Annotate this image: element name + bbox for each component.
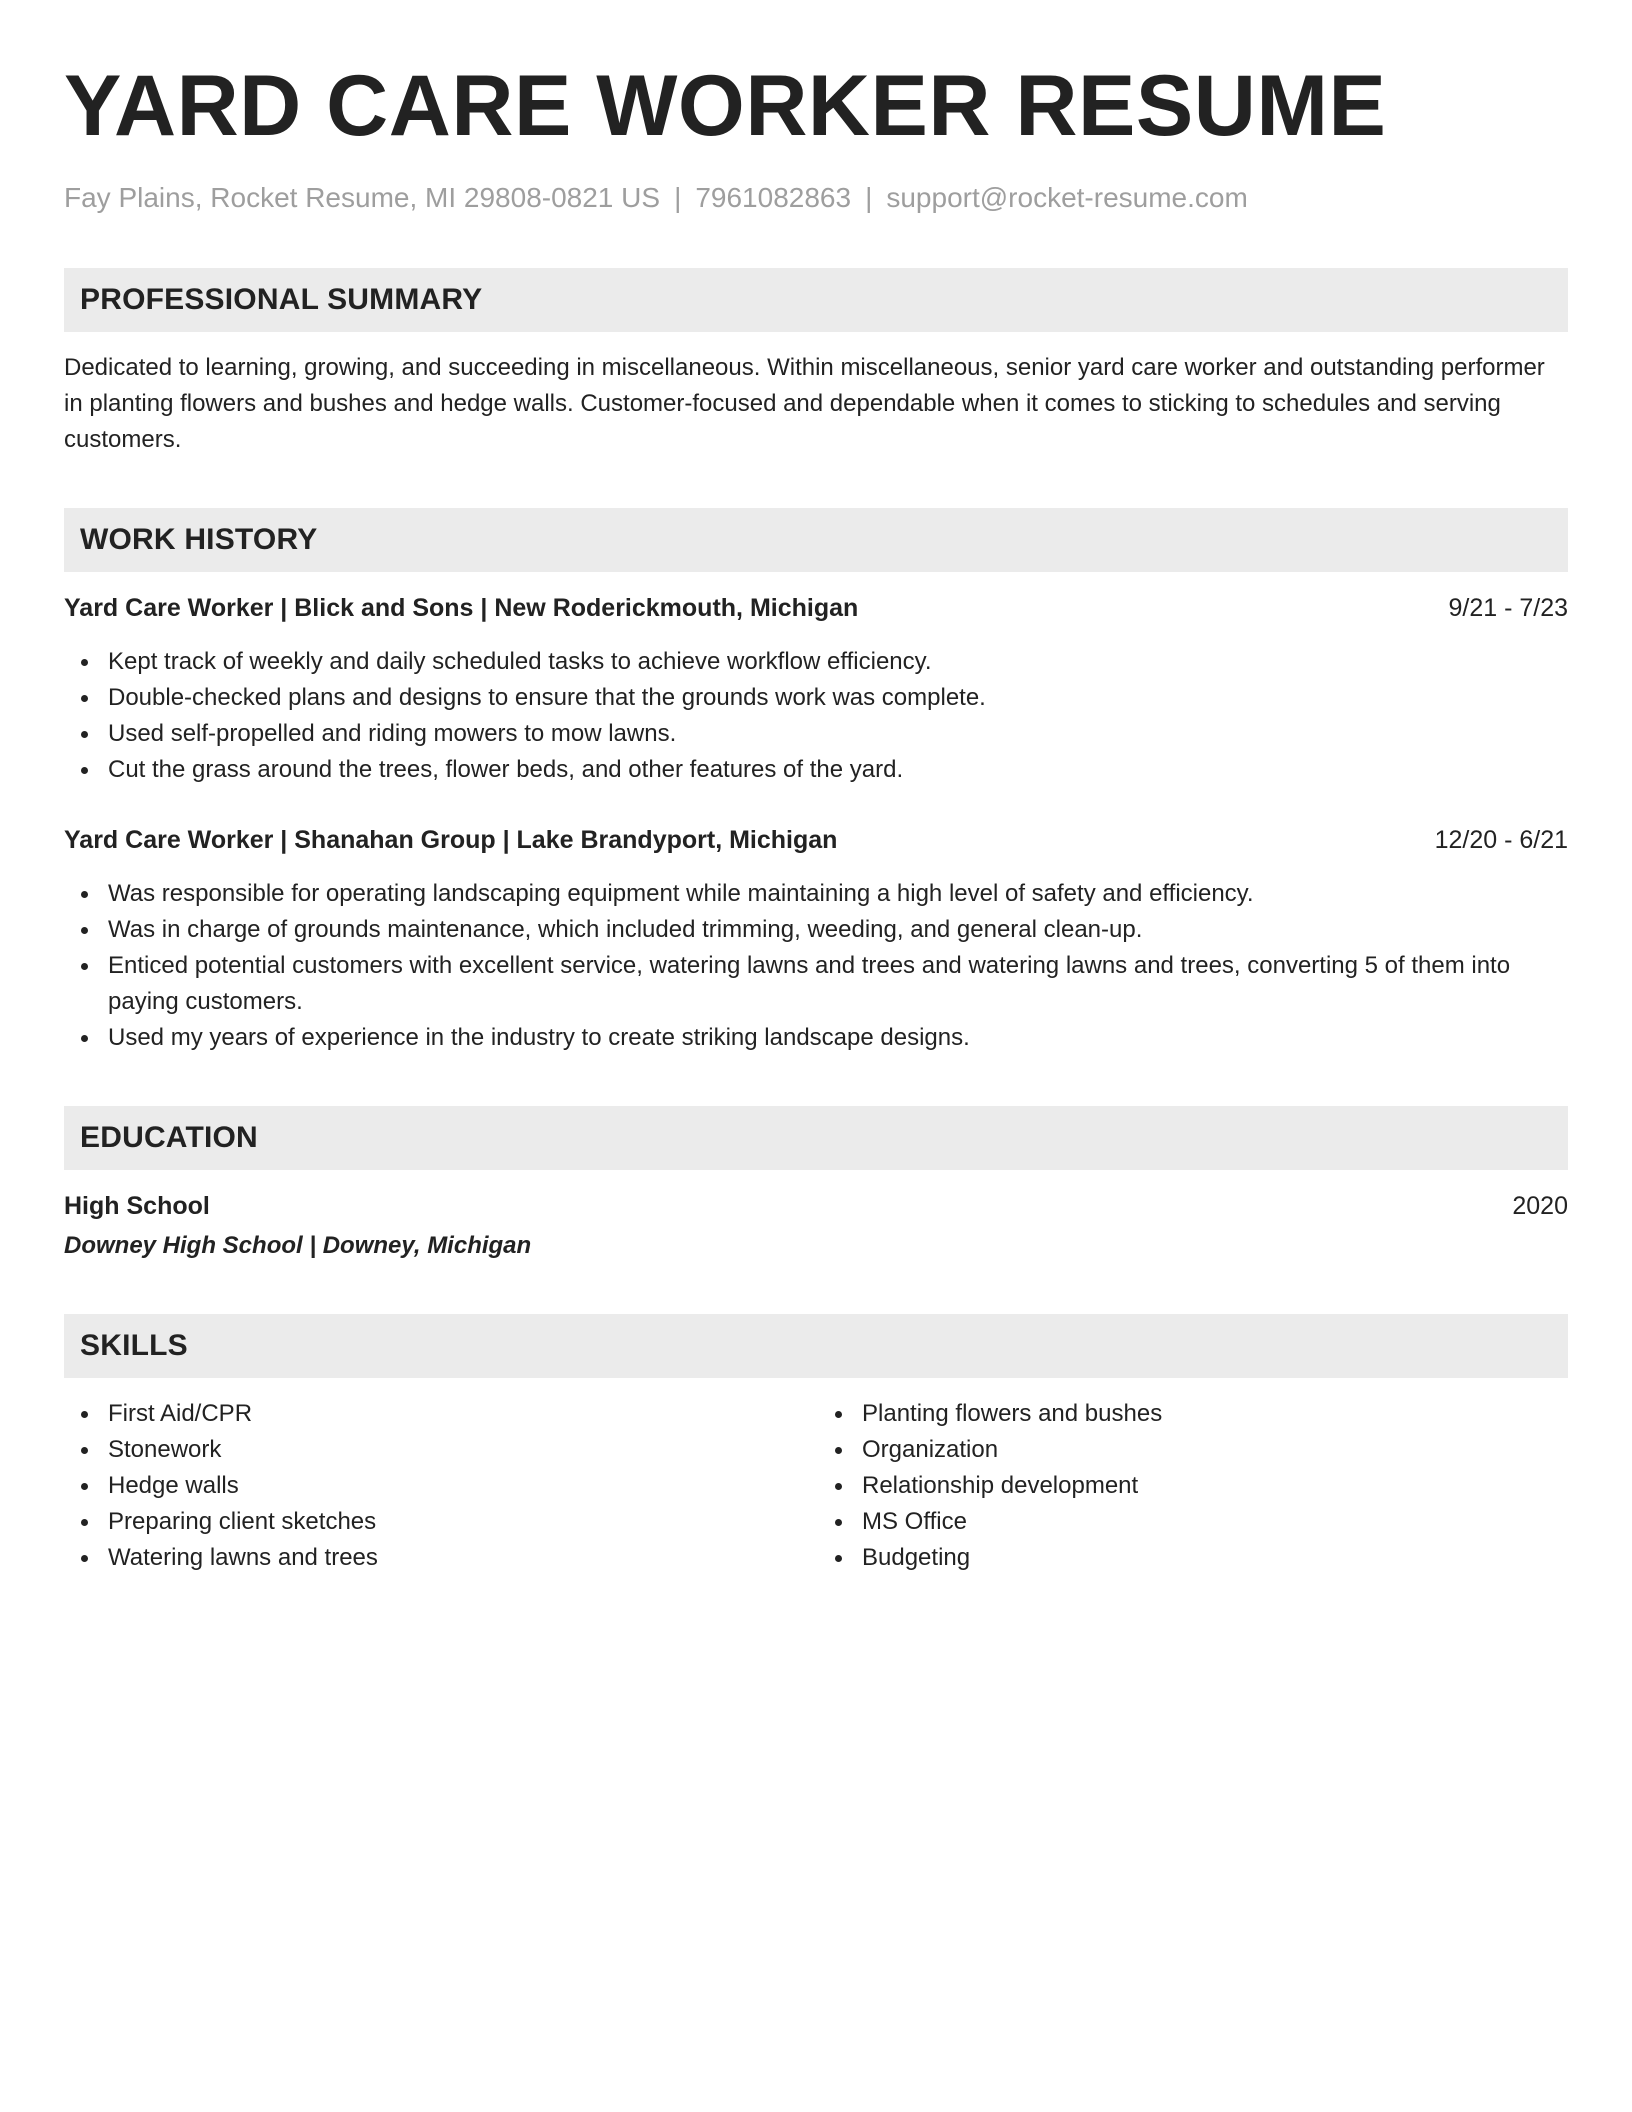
job-bullets — [64, 876, 1568, 1056]
list-item: Double-checked plans and designs to ensure that the grounds work was complete. — [64, 680, 1568, 716]
education-header — [64, 1188, 1568, 1224]
list-item: Enticed potential customers with excellent service, watering lawns and trees and watering lawns and trees, converting 5 of them into paying customers. — [64, 948, 1568, 1020]
skill-item: MS Office — [818, 1504, 1568, 1540]
skill-item: Hedge walls — [64, 1468, 816, 1504]
skills-column-left — [64, 1396, 816, 1576]
section-heading-skills: SKILLS — [64, 1314, 1568, 1378]
education-entry — [64, 1188, 1568, 1264]
skill-item: Watering lawns and trees — [64, 1540, 816, 1576]
section-heading-education: EDUCATION — [64, 1106, 1568, 1170]
section-heading-summary: PROFESSIONAL SUMMARY — [64, 268, 1568, 332]
contact-line — [64, 180, 1568, 216]
skill-item: Preparing client sketches — [64, 1504, 816, 1540]
job-dates: 9/21 - 7/23 — [1448, 594, 1568, 622]
job-header — [64, 590, 1568, 626]
section-heading-work-history: WORK HISTORY — [64, 508, 1568, 572]
education-degree: High School — [64, 1192, 210, 1220]
job-title: Yard Care Worker | Shanahan Group | Lake Brandyport, Michigan — [64, 826, 838, 854]
education-year: 2020 — [1512, 1192, 1568, 1220]
skill-item: First Aid/CPR — [64, 1396, 816, 1432]
job-title: Yard Care Worker | Blick and Sons | New Roderickmouth, Michigan — [64, 594, 859, 622]
contact-separator: | — [865, 182, 873, 213]
resume-title: YARD CARE WORKER RESUME — [64, 58, 1387, 154]
list-item: Cut the grass around the trees, flower beds, and other features of the yard. — [64, 752, 1568, 788]
list-item: Was responsible for operating landscaping equipment while maintaining a high level of safety and efficiency. — [64, 876, 1568, 912]
contact-email: support@rocket-resume.com — [886, 182, 1248, 213]
contact-phone: 7961082863 — [695, 182, 852, 213]
summary-text: Dedicated to learning, growing, and succeeding in miscellaneous. Within miscellaneous, senior yard care worker and outstanding performer in planting flowers and bushes and hedge walls. Customer-focused and dependable when it comes to sticking to schedules and serving customers. — [64, 354, 1545, 453]
list-item: Was in charge of grounds maintenance, which included trimming, weeding, and general clean-up. — [64, 912, 1568, 948]
list-item: Used my years of experience in the industry to create striking landscape designs. — [64, 1020, 1568, 1056]
skills-column-right — [816, 1396, 1568, 1576]
education-school: Downey High School | Downey, Michigan — [64, 1232, 532, 1259]
skill-item: Planting flowers and bushes — [818, 1396, 1568, 1432]
skill-item: Stonework — [64, 1432, 816, 1468]
list-item: Kept track of weekly and daily scheduled tasks to achieve workflow efficiency. — [64, 644, 1568, 680]
contact-separator: | — [674, 182, 682, 213]
job-dates: 12/20 - 6/21 — [1434, 826, 1568, 854]
job-entry — [64, 822, 1568, 1056]
job-header — [64, 822, 1568, 858]
list-item: Used self-propelled and riding mowers to mow lawns. — [64, 716, 1568, 752]
contact-address: Fay Plains, Rocket Resume, MI 29808-0821 US — [64, 182, 661, 213]
skills-list — [64, 1396, 1568, 1576]
job-bullets — [64, 644, 1568, 788]
job-entry — [64, 590, 1568, 788]
skill-item: Organization — [818, 1432, 1568, 1468]
skill-item: Relationship development — [818, 1468, 1568, 1504]
skill-item: Budgeting — [818, 1540, 1568, 1576]
